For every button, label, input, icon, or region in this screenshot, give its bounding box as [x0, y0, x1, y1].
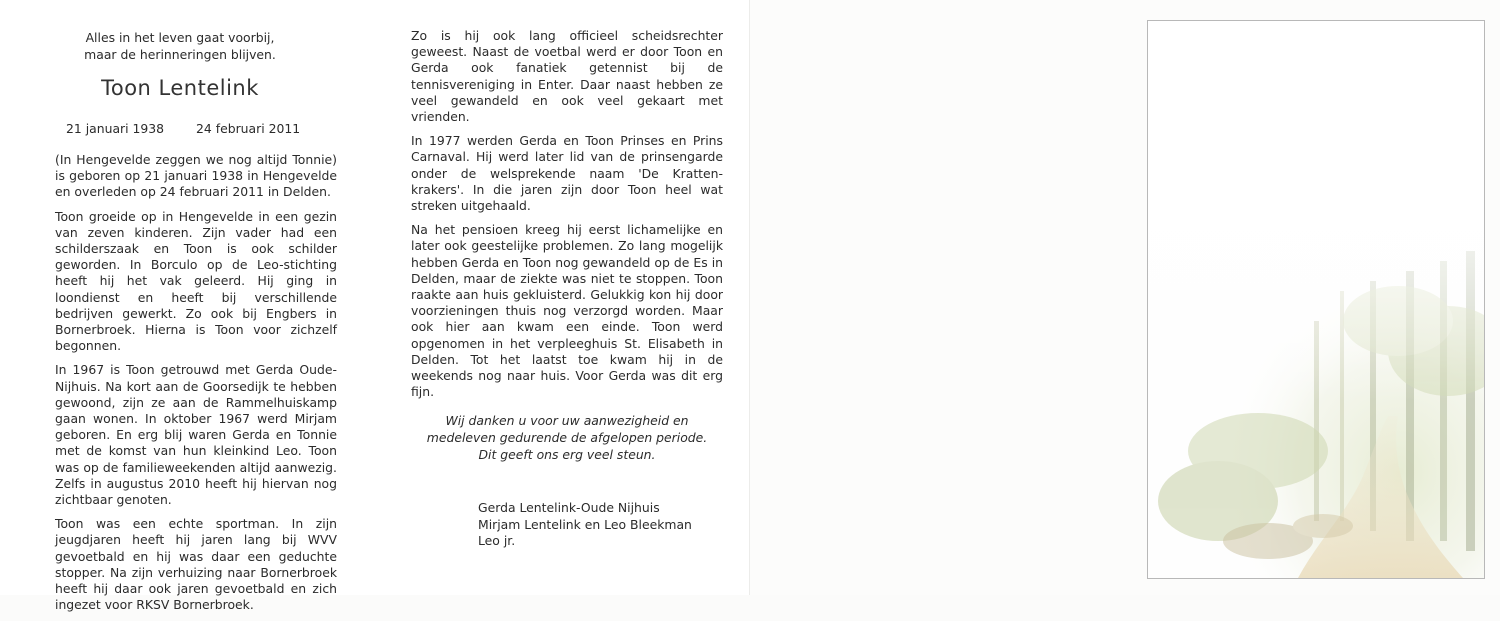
biography-paragraph: (In Hengevelde zeggen we nog altijd Tonnie) is geboren op 21 januari 1938 in Hengevelde en overleden op 24 februari 2011 in Delden. — [55, 152, 337, 200]
biography-paragraph: Toon was een echte sportman. In zijn jeugdjaren heeft hij jaren lang bij WVV gevoetbald en hij was daar een geduchte stopper. Na zijn verhuizing naar Bornerbroek heeft hij daar ook jaren gevoetbald en zich ingezet voor RKSV Bornerbroek. — [55, 516, 337, 613]
photo-frame — [1147, 20, 1485, 579]
thanks-line-1: Wij danken u voor uw aanwezigheid en — [445, 413, 689, 428]
biography-column-left — [55, 152, 337, 621]
biography-paragraph: Zo is hij ook lang officieel scheidsrechter geweest. Naast de voetbal werd er door Toon en Gerda ook fanatiek getennist bij de tennisvereniging in Enter. Daar naast hebben ze veel gewandeld en ook veel gekaart met vrienden. — [411, 28, 723, 125]
top-fade — [1148, 21, 1484, 401]
deceased-name: Toon Lentelink — [101, 76, 259, 100]
family-signatures — [478, 500, 718, 550]
thanks-message — [411, 412, 723, 463]
memorial-motto — [55, 30, 305, 63]
death-date: 24 februari 2011 — [196, 121, 301, 136]
birth-date: 21 januari 1938 — [66, 121, 165, 136]
signer-2: Mirjam Lentelink en Leo Bleekman — [478, 516, 692, 532]
biography-paragraph: In 1967 is Toon getrouwd met Gerda Oude-Nijhuis. Na kort aan de Goorsedijk te hebben gewoond, zijn ze aan de Rammelhuiskamp gaan wonen. In oktober 1967 werd Mirjam geboren. En erg blij waren Gerda en Tonnie met de komst van hun kleinkind Leo. Toon was op de familieweekenden altijd aanwezig. Zelfs in augustus 2010 heeft hij hiervan nog zichtbaar genoten. — [55, 362, 337, 508]
card-fold-line — [749, 0, 750, 595]
motto-line-1: Alles in het leven gaat voorbij, — [85, 30, 275, 45]
biography-column-right — [411, 28, 723, 408]
life-dates — [66, 121, 300, 136]
signer-3: Leo jr. — [478, 533, 516, 548]
motto-line-2: maar de herinneringen blijven. — [84, 46, 276, 62]
thanks-line-3: Dit geeft ons erg veel steun. — [478, 447, 656, 462]
biography-paragraph: Toon groeide op in Hengevelde in een gezin van zeven kinderen. Zijn vader had een schilderszaak en Toon is ook schilder geworden. In Borculo op de Leo-stichting heeft hij het vak geleerd. Hij ging in loondienst en heeft bij verschillende bedrijven gewerkt. Zo ook bij Engbers in Bornerbroek. Hierna is Toon voor zichzelf begonnen. — [55, 208, 337, 354]
thanks-line-2: medeleven gedurende de afgelopen periode. — [426, 430, 708, 445]
biography-paragraph: Na het pensioen kreeg hij eerst lichamelijke en later ook geestelijke problemen. Zo lang mogelijk hebben Gerda en Toon nog gewandeld op de Es in Delden, maar de ziekte was niet te stoppen. Toon raakte aan huis gekluisterd. Gelukkig kon hij door voorzieningen thuis nog verzorgd worden. Maar ook hier aan kwam een einde. Toon werd opgenomen in het verpleeghuis St. Elisabeth in Delden. Tot het laatst toe kwam hij in de weekends nog naar huis. Voor Gerda was dit erg fijn. — [411, 222, 723, 400]
biography-paragraph: In 1977 werden Gerda en Toon Prinses en Prins Carnaval. Hij werd later lid van de prinsengarde onder de welsprekende naam 'De Kratten-krakers'. In die jaren zijn door Toon heel wat streken uitgehaald. — [411, 133, 723, 214]
forest-path-illustration — [1148, 21, 1484, 578]
signer-1: Gerda Lentelink-Oude Nijhuis — [478, 500, 660, 515]
